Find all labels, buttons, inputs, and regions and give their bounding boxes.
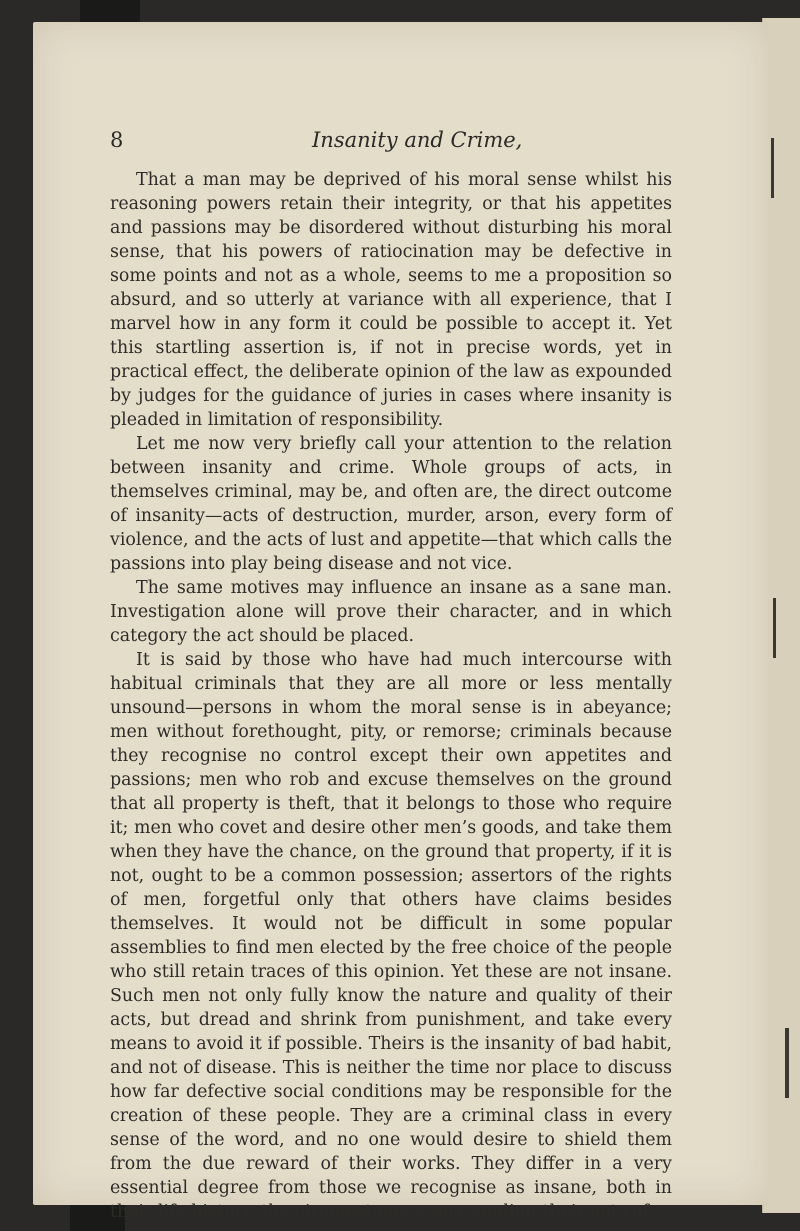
paragraph: The same motives may influence an insane as a sane man. Investigation alone will prove their character, and in which category the act should be placed. <box>110 578 672 646</box>
edge-mark <box>773 598 776 658</box>
paragraph: It is said by those who have had much intercourse with habitual criminals that they are all more or less mentally unsound—persons in whom the moral sense is in abeyance; men without forethought, pity, or remorse; criminals because they recognise no control except their own appetites and passions; men who rob and excuse themselves on the ground that all property is theft, that it belongs to those who require it; men who covet and desire other men’s goods, and take them when they have the chance, on the ground that property, if it is not, ought to be a common possession; assertors of the rights of men, forgetful only that others have claims besides themselves. It would not be difficult in some popular assemblies to find men elected by the free choice of the people who still retain traces of this opinion. Yet these are not insane. Such men not only fully know the nature and quality of their acts, but dread and shrink from punishment, and take every means to avoid it if possible. Theirs is the insanity of bad habit, and not of disease. This is neither the time nor place to discuss how far defective social conditions may be responsible for the creation of these people. They are a criminal class in every sense of the word, and no one would desire to shield them from the due reward of their works. They differ in a very essential degree from those we recognise as insane, both in their life history, the circumstances surrounding their acts of <box>110 650 672 1222</box>
paragraph: Let me now very briefly call your attention to the relation between insanity and crime. Whole groups of acts, in themselves criminal, may be, and often are, the direct outcome of insanity—acts of destruction, murder, arson, every form of violence, and the acts of lust and appetite—that which calls the passions into play being disease and not vice. <box>110 434 672 574</box>
running-head <box>110 128 670 158</box>
paragraph: That a man may be deprived of his moral sense whilst his reasoning powers retain their integrity, or that his appetites and passions may be disordered without disturbing his moral sense, that his powers of ratiocination may be defective in some points and not as a whole, seems to me a proposition so absurd, and so utterly at variance with all experience, that I marvel how in any form it could be possible to accept it. Yet this startling assertion is, if not in precise words, yet in practical effect, the deliberate opinion of the law as expounded by judges for the guidance of juries in cases where insanity is pleaded in limitation of responsibility. <box>110 170 672 430</box>
body-text <box>110 168 672 1224</box>
edge-mark <box>771 138 774 198</box>
edge-mark <box>785 1028 789 1098</box>
page-number: 8 <box>110 128 124 152</box>
running-title: Insanity and Crime, <box>312 128 523 152</box>
